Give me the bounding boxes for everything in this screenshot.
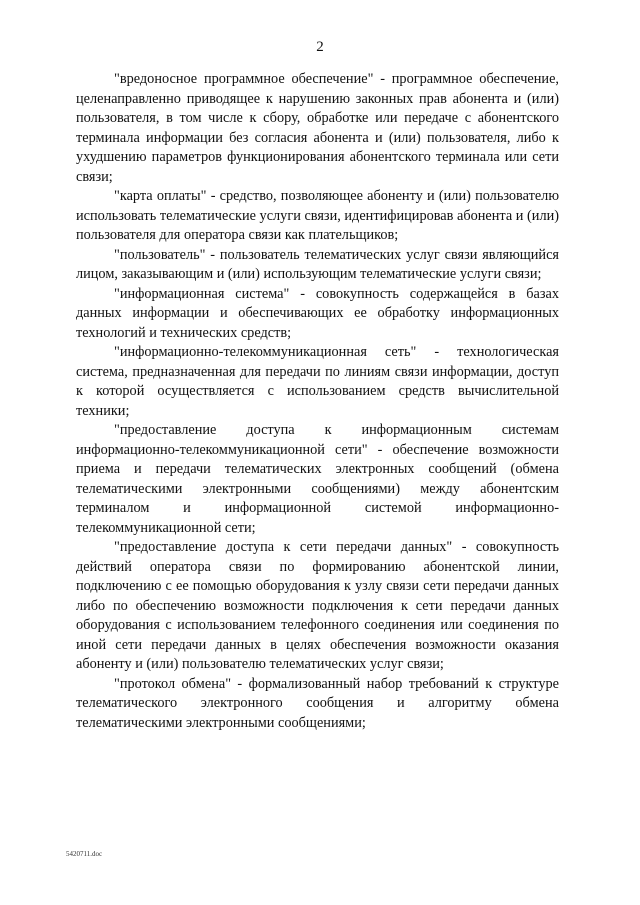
definition-access-to-information-systems: "предоставление доступа к информационным системам информационно-телекоммуникационной сети" - обеспечение возможности приема и передачи телематических электронных сообщений (обмена телематическими электронными сообщениями) между абонентским терминалом и информационной системой информационно-телекоммуникационной сети;	[76, 422, 559, 536]
document-body	[76, 70, 559, 733]
definition-information-system: "информационная система" - совокупность содержащейся в базах данных информации и обеспечивающих ее обработку информационных технологий и технических средств;	[76, 285, 559, 341]
page-number: 2	[316, 39, 324, 55]
definition-malware: "вредоносное программное обеспечение" - программное обеспечение, целенаправленно приводящее к нарушению законных прав абонента и (или) пользователя, в том числе к сбору, обработке или передаче с абонентского терминала информации без согласия абонента и (или) пользователя, либо к ухудшению параметров функционирования абонентского терминала или сети связи;	[76, 71, 559, 185]
definition-exchange-protocol: "протокол обмена" - формализованный набор требований к структуре телематического электронного сообщения и алгоритму обмена телематическими электронными сообщениями;	[76, 675, 559, 731]
definition-access-to-data-network: "предоставление доступа к сети передачи данных" - совокупность действий оператора связи по формированию абонентской линии, подключению с ее помощью оборудования к узлу связи сети передачи данных либо по обеспечению возможности подключения к сети передачи данных оборудования с использованием телефонного соединения или соединения по иной сети передачи данных в целях обеспечения возможности оказания абоненту и (или) пользователю телематических услуг связи;	[76, 539, 559, 672]
definition-payment-card: "карта оплаты" - средство, позволяющее абоненту и (или) пользователю использовать телематические услуги связи, идентифицировав абонента и (или) пользователя для оператора связи как плательщиков;	[76, 188, 559, 243]
definition-telecom-network: "информационно-телекоммуникационная сеть" - технологическая система, предназначенная для передачи по линиям связи информации, доступ к которой осуществляется с использованием средств вычислительной техники;	[76, 344, 559, 419]
definition-user: "пользователь" - пользователь телематических услуг связи являющийся лицом, заказывающим и (или) использующим телематические услуги связи;	[76, 246, 559, 282]
document-filename: 5420711.doc	[66, 850, 103, 858]
